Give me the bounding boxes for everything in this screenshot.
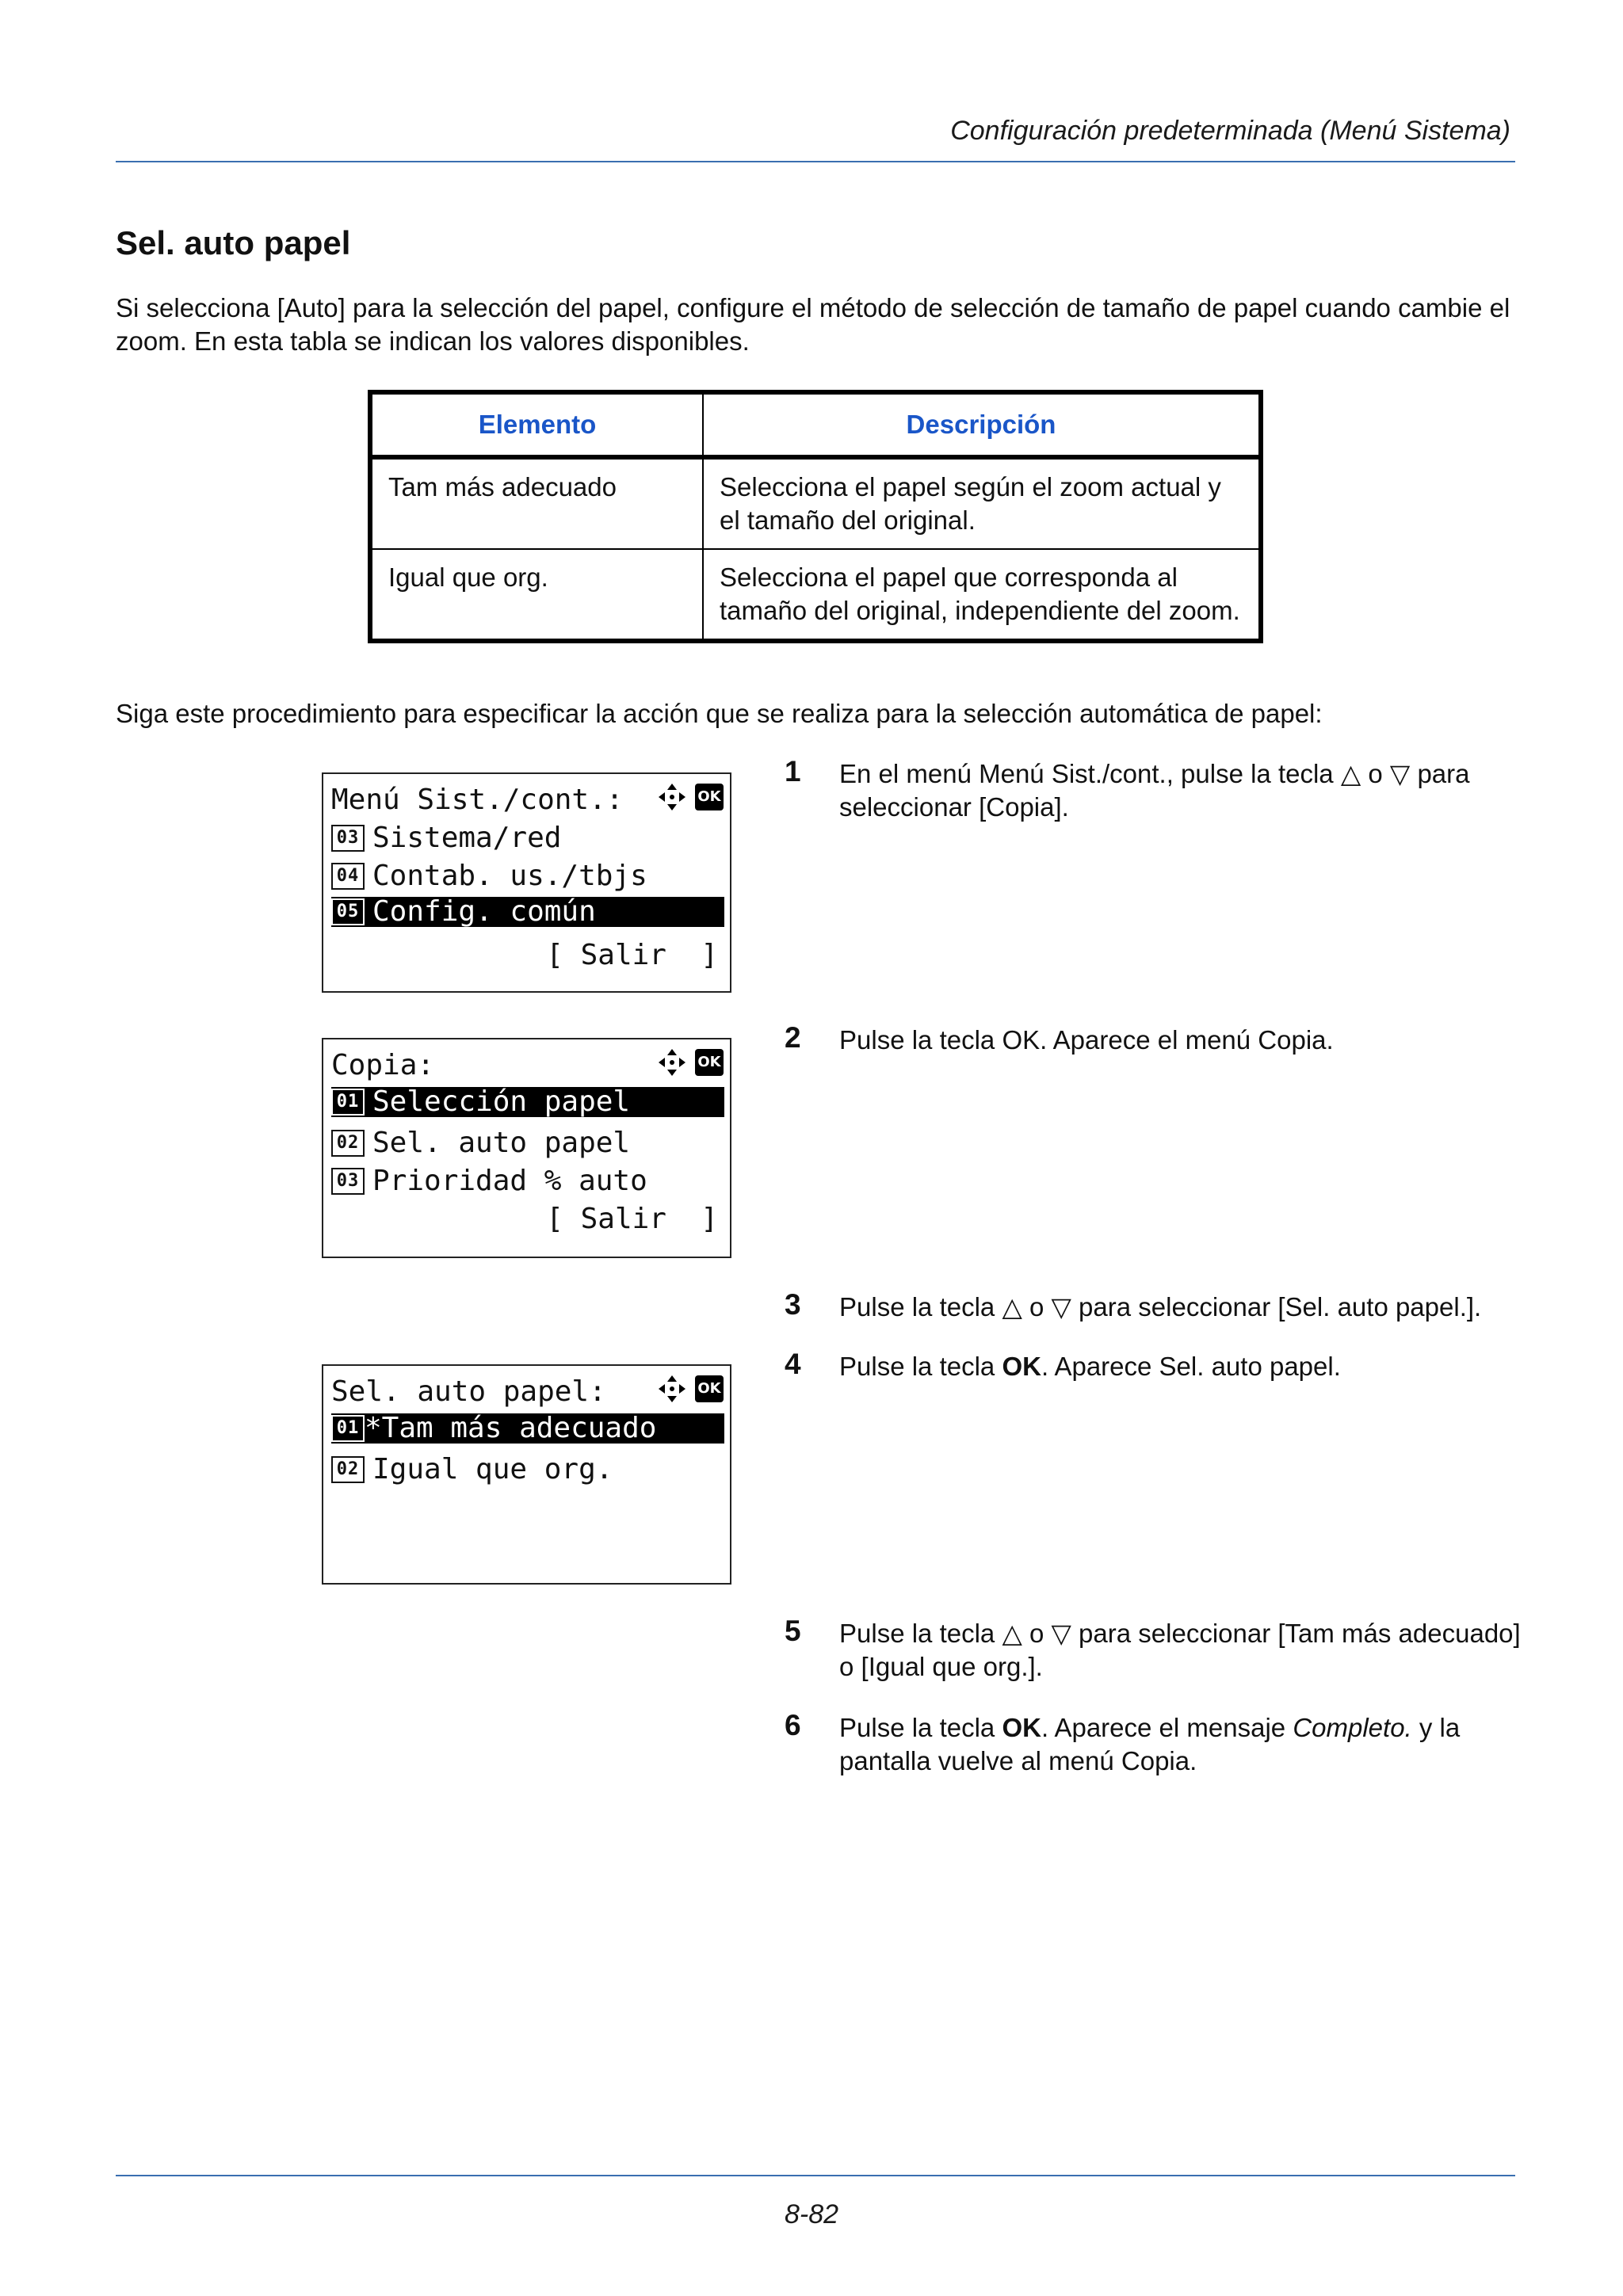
item-number-badge: 04 [331,863,365,890]
step-text-part: Pulse la tecla [839,1352,1002,1381]
step-text: En el menú Menú Sist./cont., pulse la tecla △ o ▽ para seleccionar [Copia]. [839,759,1470,822]
lcd-screen-copy-menu [322,1038,731,1258]
footer-rule [116,2175,1515,2176]
lcd-item-label: Sel. auto papel [372,1127,631,1159]
lcd-menu-item-selected [331,897,724,927]
table-row [370,457,1261,549]
step-number: 4 [785,1348,801,1380]
page-number: 8-82 [784,2199,839,2229]
lcd-item-label: Sistema/red [372,822,562,854]
lcd-key-icons [657,1047,724,1077]
lcd-screen-system-menu [322,772,731,993]
lcd-key-icons [657,782,724,812]
lcd-menu-item [331,1166,647,1196]
lcd-menu-item-selected [331,1413,724,1444]
table-cell-description: Selecciona el papel según el zoom actual y el tamaño del original. [703,457,1261,549]
lcd-exit-softkey: [ Salir ] [546,939,718,971]
lcd-menu-item [331,1455,613,1485]
table-row [370,549,1261,641]
lcd-item-label: Config. común [372,895,596,928]
lcd-item-label: Prioridad % auto [372,1165,647,1197]
lcd-title: Sel. auto papel: [331,1375,606,1408]
ok-key-label: OK [1002,1713,1041,1742]
section-title: Sel. auto papel [116,224,351,261]
item-number-badge: 03 [331,1168,365,1195]
step-text-part: . Aparece Sel. auto papel. [1041,1352,1341,1381]
intro-paragraph: Si selecciona [Auto] para la selección del papel, configure el método de selección de tamaño de papel cuando cambie el zoom. En esta tabla se indican los valores disponibles. [116,293,1510,356]
header-rule [116,161,1515,162]
step-text: Pulse la tecla △ o ▽ para seleccionar [Sel. auto papel.]. [839,1292,1482,1322]
ok-key-label: OK [1002,1352,1041,1381]
table-cell-item: Igual que org. [370,549,703,641]
item-number-badge: 02 [331,1130,365,1157]
step-text: Pulse la tecla △ o ▽ para seleccionar [Tam más adecuado] o [Igual que org.]. [839,1619,1521,1681]
ok-key-icon: OK [695,1375,724,1402]
four-way-arrow-icon [657,782,687,812]
item-number-badge: 03 [331,825,365,852]
lcd-item-label: *Tam más adecuado [365,1412,657,1444]
table-header-row [370,392,1261,457]
column-header-description: Descripción [703,392,1261,457]
table-cell-description: Selecciona el papel que corresponda al tamaño del original, independiente del zoom. [703,549,1261,641]
item-number-badge: 05 [331,898,365,925]
completion-message: Completo. [1293,1713,1412,1742]
settings-table [368,390,1263,643]
procedure-intro: Siga este procedimiento para especificar la acción que se realiza para la selección automática de papel: [116,699,1323,728]
step-text-part: . Aparece el mensaje [1041,1713,1293,1742]
lcd-exit-softkey: [ Salir ] [546,1203,718,1235]
step-number: 5 [785,1615,801,1647]
step-text-part: Pulse la tecla [839,1713,1002,1742]
lcd-item-label: Contab. us./tbjs [372,860,647,892]
item-number-badge: 01 [331,1415,365,1442]
step-number: 2 [785,1021,801,1054]
step-text [839,1711,1529,1778]
lcd-item-label: Selección papel [372,1085,631,1118]
lcd-screen-auto-paper [322,1364,731,1585]
lcd-item-label: Igual que org. [372,1453,613,1486]
item-number-badge: 02 [331,1456,365,1483]
table-cell-item: Tam más adecuado [370,457,703,549]
ok-key-icon: OK [695,784,724,810]
lcd-menu-item [331,861,647,891]
ok-key-icon: OK [695,1049,724,1076]
step-text [839,1350,1529,1383]
four-way-arrow-icon [657,1047,687,1077]
step-number: 3 [785,1288,801,1321]
item-number-badge: 01 [331,1089,365,1116]
step-number: 1 [785,755,801,788]
lcd-menu-item-selected [331,1087,724,1117]
step-number: 6 [785,1709,801,1741]
lcd-key-icons [657,1374,724,1404]
lcd-menu-item [331,823,561,853]
step-text-part: y la pantalla vuelve al menú Copia. [839,1713,1461,1775]
column-header-element: Elemento [370,392,703,457]
lcd-title: Menú Sist./cont.: [331,784,624,816]
step-text: Pulse la tecla OK. Aparece el menú Copia. [839,1025,1334,1055]
lcd-menu-item [331,1128,630,1158]
running-header: Configuración predeterminada (Menú Sistema) [950,116,1510,146]
lcd-title: Copia: [331,1049,435,1081]
four-way-arrow-icon [657,1374,687,1404]
